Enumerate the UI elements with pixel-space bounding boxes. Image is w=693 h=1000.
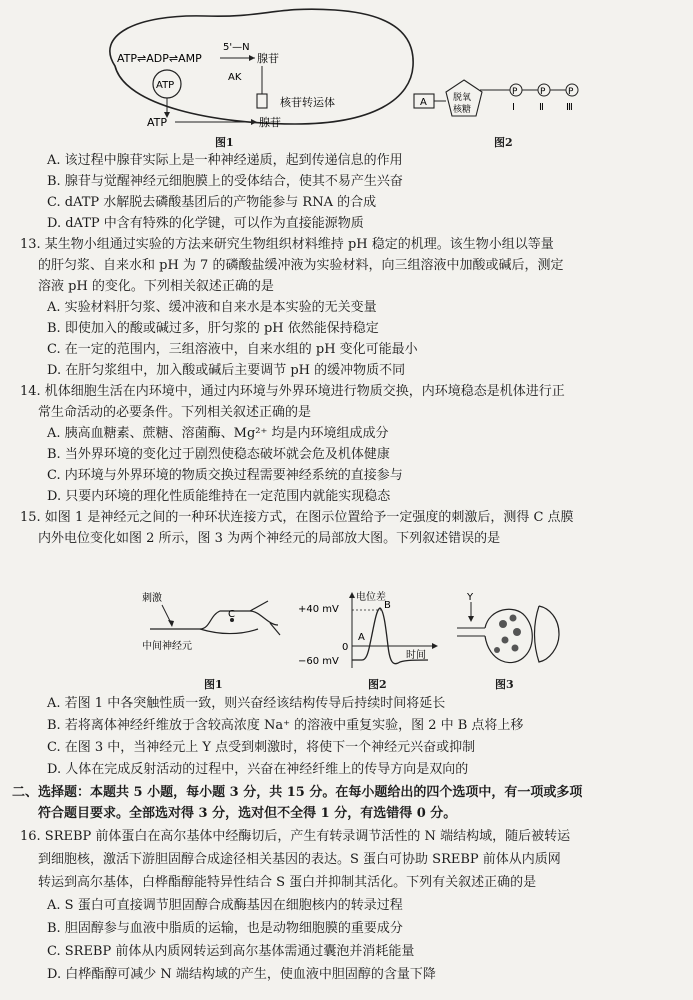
deoxyribose-label-2: 核糖 [453,105,472,115]
adenosine-bottom-label: 腺苷 [259,116,281,128]
svg-text:P: P [568,87,574,97]
minus60-label: −60 mV [298,656,339,667]
q15-option-b: B. 若将离体神经纤维放于含较高浓度 Na⁺ 的溶液中重复实验，图 2 中 B 点将上移 [47,718,524,733]
label-5n: 5'—N [223,42,250,53]
q13-stem-line-1: 13. 某生物小组通过实验的方法来研究生物组织材料维持 pH 稳定的机理。该生物小组以等量 [20,237,554,252]
atp-chain-label: ATP⇌ADP⇌AMP [117,52,202,65]
point-b-label: B [384,600,391,611]
q13-option-b: B. 即使加入的酸或碱过多，肝匀浆的 pH 依然能保持稳定 [47,321,379,336]
q12-option-c: C. dATP 水解脱去磷酸基团后的产物能参与 RNA 的合成 [47,195,377,210]
q15-option-d: D. 人体在完成反射活动的过程中，兴奋在神经纤维上的传导方向是双向的 [47,762,469,777]
q14-option-b: B. 当外界环境的变化过于剧烈使稳态破坏就会危及机体健康 [47,447,390,462]
q15-option-c: C. 在图 3 中，当神经元上 Y 点受到刺激时，将使下一个神经元兴奋或抑制 [47,740,476,755]
bond-label-3: Ⅲ [566,102,573,113]
q13-option-c: C. 在一定的范围内，三组溶液中，自来水组的 pH 变化可能最小 [47,342,418,357]
q12-option-a: A. 该过程中腺苷实际上是一种神经递质，起到传递信息的作用 [47,153,403,168]
figure-2-datp-structure [412,70,592,126]
q13-stem-line-2: 的肝匀浆、自来水和 pH 为 7 的磷酸盐缓冲液为实验材料，向三组溶液中加酸或碱后，测定 [38,258,564,273]
svg-text:A: A [420,97,427,108]
q15-figure-1-caption: 图1 [204,678,223,691]
interneuron-label: 中间神经元 [142,641,192,652]
q16-stem-line-3: 转运到高尔基体，白桦酯醇能特异性结合 S 蛋白并抑制其活化。下列有关叙述正确的是 [38,875,537,890]
plus40-label: +40 mV [298,604,339,615]
q14-stem-line-2: 常生命活动的必要条件。下列相关叙述正确的是 [38,405,312,420]
stimulus-label: 刺激 [142,593,162,604]
q13-option-a: A. 实验材料肝匀浆、缓冲液和自来水是本实验的无关变量 [47,300,377,315]
q14-option-c: C. 内环境与外界环境的物质交换过程需要神经系统的直接参与 [47,468,403,483]
x-axis-label: 时间 [406,650,426,661]
atp-bottom-label: ATP [147,116,168,128]
svg-text:P: P [540,87,546,97]
q13-stem-line-3: 溶液 pH 的变化。下列相关叙述正确的是 [38,279,274,294]
bond-label-1: Ⅰ [512,102,515,113]
axon-fiber [457,628,485,636]
q15-figure-2-action-potential [296,590,446,676]
zero-label: 0 [342,642,349,653]
deoxyribose-label-1: 脱氧 [453,93,472,103]
q14-option-d: D. 只要内环境的理化性质能维持在一定范围内就能实现稳态 [47,489,391,504]
cell-membrane-outline [110,9,413,124]
figure-2-caption: 图2 [494,136,513,149]
q12-option-d: D. dATP 中含有特殊的化学键，可以作为直接能源物质 [47,216,364,231]
q15-option-a: A. 若图 1 中各突触性质一致，则兴奋经该结构传导后持续时间将延长 [47,696,446,711]
q15-figure-1-ring-circuit [140,555,290,655]
adenosine-inner-label: 腺苷 [257,52,279,65]
point-y-label: Y [467,592,474,603]
q16-stem-line-2: 到细胞核，激活下游胆固醇合成途径相关基因的表达。S 蛋白可协助 SREBP 前体从内质网 [38,852,561,867]
svg-text:P: P [512,87,518,97]
section-2-heading-line-2: 符合题目要求。全部选对得 3 分，选对但不全得 1 分，有选错得 0 分。 [38,806,457,821]
figure-1-caption: 图1 [215,136,234,149]
q16-option-c: C. SREBP 前体从内质网转运到高尔基体需通过囊泡并消耗能量 [47,944,415,959]
q15-figure-3-synapse [455,588,565,674]
point-a-label: A [358,632,365,643]
q15-stem-line-2: 内外电位变化如图 2 所示，图 3 为两个神经元的局部放大图。下列叙述错误的是 [38,531,501,546]
bond-label-2: Ⅱ [539,102,544,113]
figure-1-adenosine-diagram [95,6,425,128]
q14-option-a: A. 胰高血糖素、蔗糖、溶菌酶、Mg²⁺ 均是内环境组成成分 [47,426,389,441]
q16-option-b: B. 胆固醇参与血液中脂质的运输，也是动物细胞膜的重要成分 [47,921,403,936]
q16-stem-line-1: 16. SREBP 前体蛋白在高尔基体中经酶切后，产生有转录调节活性的 N 端结构域，随后被转运 [20,829,571,844]
nucleoside-transporter [257,94,267,108]
q16-option-d: D. 白桦酯醇可减少 N 端结构域的产生，使血液中胆固醇的含量下降 [47,967,436,982]
q12-option-b: B. 腺苷与觉醒神经元细胞膜上的受体结合，使其不易产生兴奋 [47,174,403,189]
atp-circle-label: ATP [156,80,175,91]
q15-stem-line-1: 15. 如图 1 是神经元之间的一种环状连接方式，在图示位置给予一定强度的刺激后，测得 C 点膜 [20,510,574,525]
q13-option-d: D. 在肝匀浆组中，加入酸或碱后主要调节 pH 的缓冲物质不同 [47,363,406,378]
point-c-label: C [228,609,235,620]
q14-stem-line-1: 14. 机体细胞生活在内环境中，通过内环境与外界环境进行物质交换，内环境稳态是机体进行正 [20,384,565,399]
synaptic-knob [485,609,532,662]
postsynaptic-membrane [535,606,560,662]
q15-figure-3-caption: 图3 [495,678,514,691]
transporter-label: 核苷转运体 [280,96,335,109]
q16-option-a: A. S 蛋白可直接调节胆固醇合成酶基因在细胞核内的转录过程 [47,898,403,913]
section-2-heading-line-1: 二、选择题：本题共 5 小题，每小题 3 分，共 15 分。在每小题给出的四个选项中，有一项或多项 [12,785,583,800]
label-ak: AK [228,72,242,83]
q15-figure-2-caption: 图2 [368,678,387,691]
y-axis-label: 电位差 [356,592,386,603]
